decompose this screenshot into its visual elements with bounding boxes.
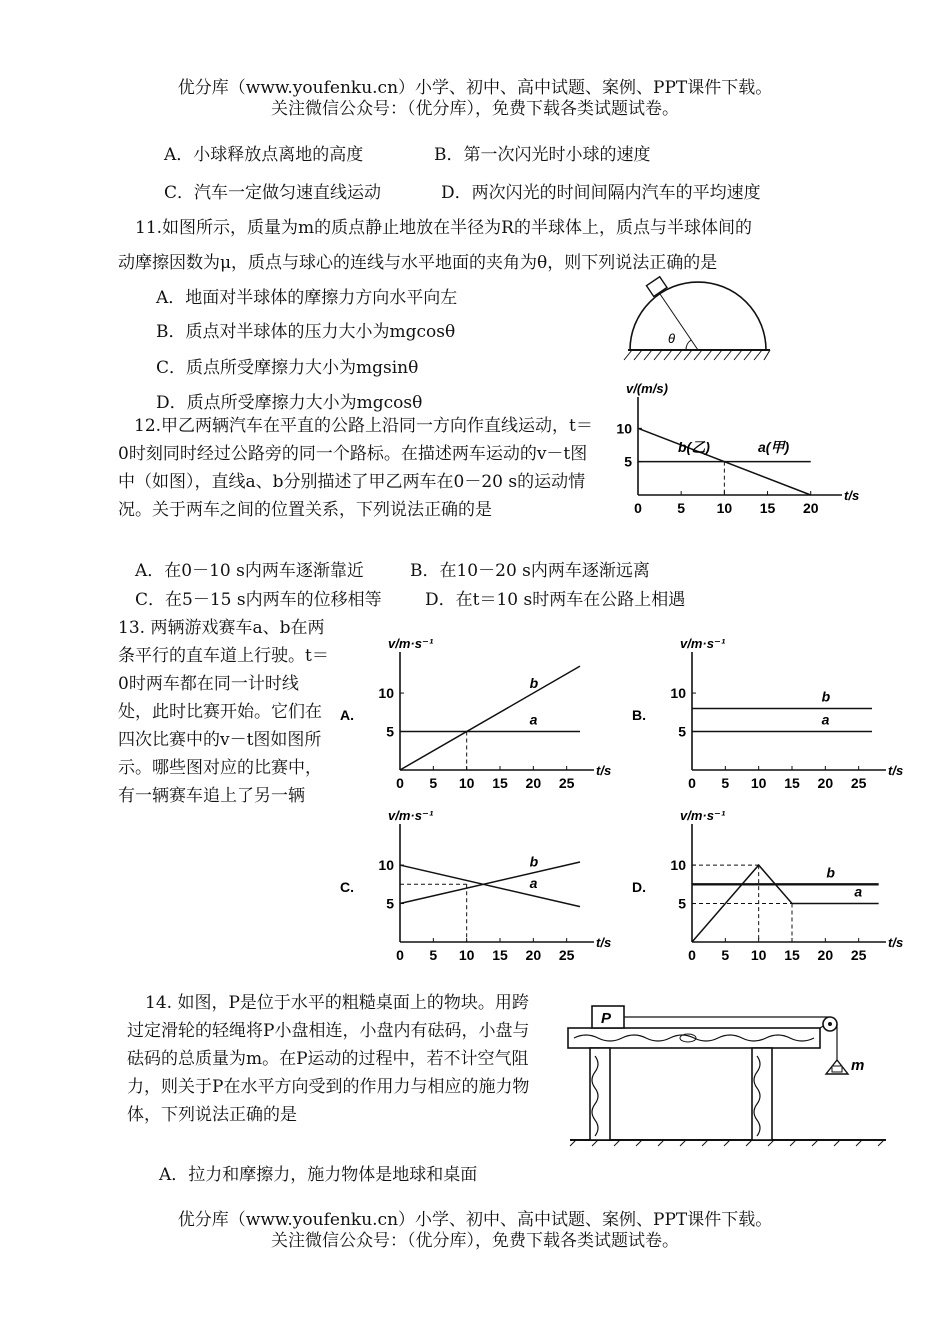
x-tick-label: 10 <box>716 500 733 516</box>
y-tick-label: 5 <box>386 723 394 740</box>
series-line-a <box>400 865 580 907</box>
q13-stem: 13. 两辆游戏赛车a、b在两条平行的直车道上行驶。t＝0时两车都在同一计时线处，此时比赛开始。它们在四次比赛中的v－t图如图所示。哪些图对应的比赛中，有一辆赛车追上了另一辆 <box>118 618 329 806</box>
theta-label: θ <box>668 331 676 346</box>
x-tick-label: 10 <box>750 775 767 791</box>
x-tick-label: 5 <box>677 500 686 516</box>
q13-chart-c <box>340 808 612 963</box>
q10-option-a: A．小球释放点离地的高度 <box>164 145 364 165</box>
y-axis-label: v/m·s⁻¹ <box>680 636 726 651</box>
x-tick-label: 15 <box>492 947 508 963</box>
series-label-b: b <box>821 688 831 705</box>
hemisphere-figure <box>620 275 780 370</box>
y-axis-label: v/(m/s) <box>626 381 668 396</box>
q11-option-c: C．质点所受摩擦力大小为mgsinθ <box>156 358 419 378</box>
q11-stem-1: 11.如图所示，质量为m的质点静止地放在半径为R的半球体上，质点与半球体间的 <box>135 218 752 238</box>
q14-option-a: A．拉力和摩擦力，施力物体是地球和桌面 <box>159 1165 478 1185</box>
x-tick-label: 10 <box>458 775 475 791</box>
series-label-a: a <box>854 883 863 900</box>
q10-option-d: D．两次闪光的时间间隔内汽车的平均速度 <box>441 183 761 203</box>
x-tick-label: 20 <box>802 500 819 516</box>
q10-option-c: C．汽车一定做匀速直线运动 <box>164 183 382 203</box>
q12-option-a: A．在0－10 s内两车逐渐靠近 <box>135 561 364 581</box>
q12-option-d: D．在t＝10 s时两车在公路上相遇 <box>425 590 686 610</box>
x-axis-label: t/s <box>844 488 860 503</box>
x-tick-label: 0 <box>396 947 404 963</box>
panel-label: D. <box>632 879 646 895</box>
series-label-a: a <box>529 874 538 891</box>
y-tick-label: 10 <box>670 857 686 874</box>
q12-vt-chart <box>616 381 860 520</box>
x-tick-label: 0 <box>396 775 404 791</box>
panel-label: C. <box>340 879 354 895</box>
x-axis-label: t/s <box>888 763 904 778</box>
mass-m-label: m <box>851 1057 865 1074</box>
x-tick-label: 25 <box>850 775 867 791</box>
y-axis-label: v/m·s⁻¹ <box>388 636 434 651</box>
x-tick-label: 5 <box>429 947 438 963</box>
footer-line-2: 关注微信公众号：（优分库），免费下载各类试题试卷。 <box>271 1231 679 1251</box>
q12-option-b: B．在10－20 s内两车逐渐远离 <box>410 561 650 581</box>
footer-line-1: 优分库（www.youfenku.cn）小学、初中、高中试题、案例、PPT课件下载。 <box>177 1210 773 1230</box>
q11-option-a: A．地面对半球体的摩擦力方向水平向左 <box>156 288 458 308</box>
x-tick-label: 10 <box>458 947 475 963</box>
q12-stem: 12.甲乙两辆汽车在平直的公路上沿同一方向作直线运动，t＝0时刻同时经过公路旁的同一个路标。在描述两车运动的v－t图中（如图），直线a、b分别描述了甲乙两车在0－20 s的运动情况。关于两车之间的位置关系，下列说法正确的是 <box>118 416 593 520</box>
x-tick-label: 0 <box>688 775 696 791</box>
x-tick-label: 15 <box>784 947 800 963</box>
q12-option-c: C．在5－15 s内两车的位移相等 <box>135 590 382 610</box>
y-tick-label: 5 <box>678 895 686 912</box>
series-label-b: b <box>529 675 539 692</box>
x-tick-label: 15 <box>759 500 776 516</box>
y-tick-label: 5 <box>678 723 686 740</box>
y-tick-label: 10 <box>670 685 686 702</box>
q11-option-b: B．质点对半球体的压力大小为mgcosθ <box>156 322 456 342</box>
block-p-label: P <box>601 1010 612 1027</box>
y-tick-label: 5 <box>386 895 394 912</box>
x-tick-label: 25 <box>558 947 575 963</box>
x-tick-label: 0 <box>634 500 642 516</box>
x-tick-label: 5 <box>429 775 438 791</box>
q13-chart-a <box>340 636 612 791</box>
x-tick-label: 25 <box>850 947 867 963</box>
series-label-b: b <box>529 853 539 870</box>
q13-chart-b <box>632 636 904 791</box>
panel-label: A. <box>340 707 354 723</box>
x-tick-label: 5 <box>721 775 730 791</box>
x-tick-label: 0 <box>688 947 696 963</box>
x-tick-label: 20 <box>525 775 542 791</box>
y-axis-label: v/m·s⁻¹ <box>388 808 434 823</box>
series-label-a: a(甲) <box>758 439 790 455</box>
x-tick-label: 20 <box>817 775 834 791</box>
x-axis-label: t/s <box>888 935 904 950</box>
table-pulley-figure <box>568 1000 888 1145</box>
q11-option-d: D．质点所受摩擦力大小为mgcosθ <box>156 393 423 413</box>
series-label-b: b(乙) <box>678 439 710 455</box>
x-tick-label: 5 <box>721 947 730 963</box>
x-tick-label: 20 <box>525 947 542 963</box>
series-label-a: a <box>821 711 830 728</box>
series-line-b <box>400 862 580 904</box>
series-label-b: b <box>826 864 835 881</box>
y-tick-label: 5 <box>624 453 632 470</box>
y-axis-label: v/m·s⁻¹ <box>680 808 726 823</box>
q11-stem-2: 动摩擦因数为μ，质点与球心的连线与水平地面的夹角为θ，则下列说法正确的是 <box>118 253 718 273</box>
x-tick-label: 25 <box>558 775 575 791</box>
q10-option-b: B．第一次闪光时小球的速度 <box>434 145 651 165</box>
x-tick-label: 10 <box>750 947 767 963</box>
header-line-1: 优分库（www.youfenku.cn）小学、初中、高中试题、案例、PPT课件下载。 <box>177 78 773 98</box>
header-line-2: 关注微信公众号：（优分库），免费下载各类试题试卷。 <box>271 99 679 119</box>
y-tick-label: 10 <box>378 857 394 874</box>
x-tick-label: 20 <box>817 947 834 963</box>
x-axis-label: t/s <box>596 763 612 778</box>
y-tick-label: 10 <box>378 685 394 702</box>
series-line-b <box>400 666 580 770</box>
q14-stem: 14. 如图，P是位于水平的粗糙桌面上的物块。用跨过定滑轮的轻绳将P小盘相连，小盘内有砝码，小盘与砝码的总质量为m。在P运动的过程中，若不计空气阻力，则关于P在水平方向受到的作用力与相应的施力物体，下列说法正确的是 <box>127 993 530 1125</box>
x-tick-label: 15 <box>492 775 508 791</box>
x-tick-label: 15 <box>784 775 800 791</box>
panel-label: B. <box>632 707 646 723</box>
series-label-a: a <box>529 711 538 728</box>
y-tick-label: 10 <box>616 420 632 437</box>
x-axis-label: t/s <box>596 935 612 950</box>
q13-chart-d <box>632 808 904 963</box>
